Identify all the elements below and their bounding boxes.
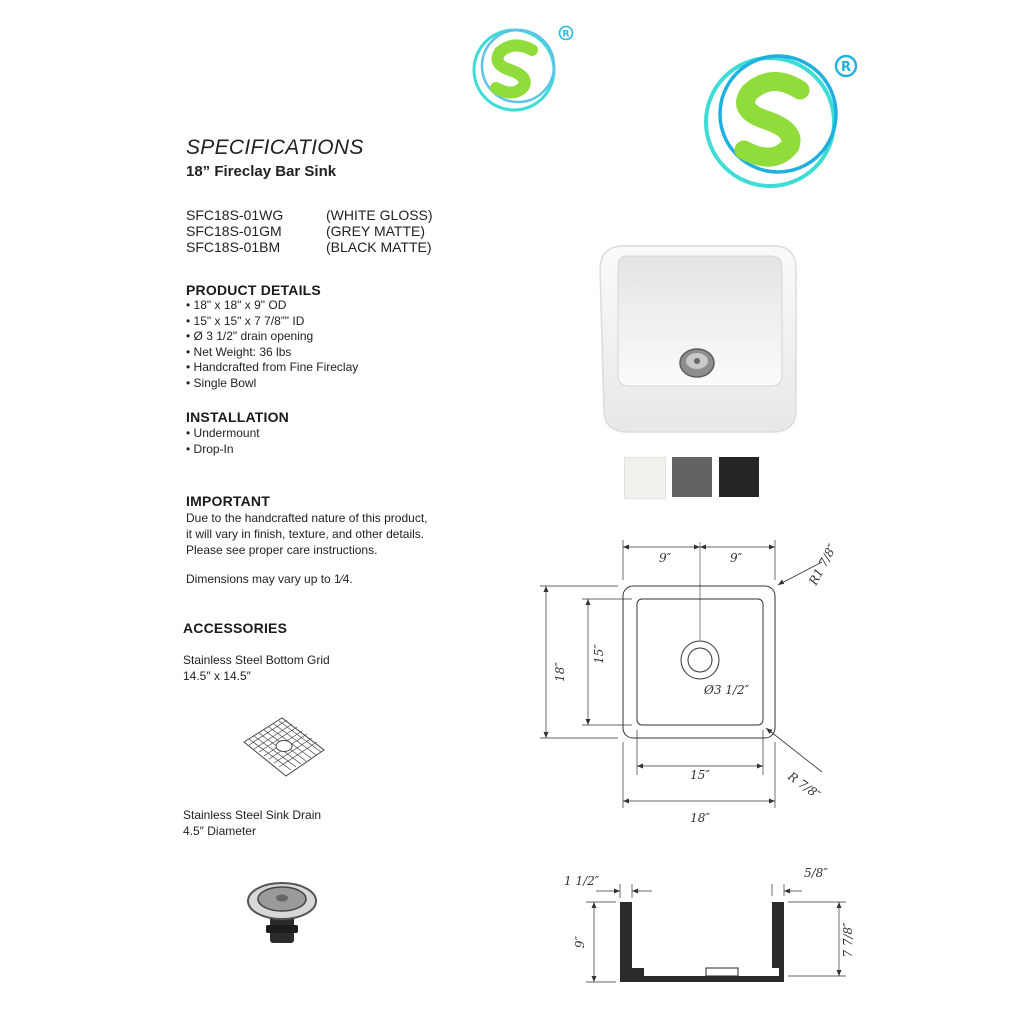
grid-drain-hole bbox=[276, 741, 292, 752]
drain-outline-outer bbox=[681, 641, 719, 679]
dim-label-half-left: 9″ bbox=[659, 551, 672, 565]
drain-nut bbox=[266, 925, 298, 933]
swatch-black-matte bbox=[719, 457, 759, 497]
drain-outline-inner bbox=[688, 648, 712, 672]
model-list bbox=[186, 207, 433, 255]
logo-s-mark bbox=[744, 81, 800, 157]
sink-section-profile bbox=[620, 902, 784, 982]
bottom-grid-size: 14.5″ x 14.5″ bbox=[183, 669, 251, 683]
bottom-grid-illustration bbox=[238, 712, 330, 782]
dim-label-inner-height: 15″ bbox=[592, 644, 606, 664]
top-view-drawing bbox=[530, 530, 850, 830]
sink-drain-size: 4.5″ Diameter bbox=[183, 824, 256, 838]
dim-label-height: 9″ bbox=[573, 935, 587, 949]
product-name: 18” Fireclay Bar Sink bbox=[186, 163, 337, 180]
registered-mark: R bbox=[840, 60, 852, 75]
important-line: it will vary in finish, texture, and other details. bbox=[186, 527, 425, 541]
dim-label-corner-top: R1 7/8″ bbox=[806, 541, 840, 588]
dim-label-wall: 5/8″ bbox=[804, 866, 828, 880]
installation-list bbox=[186, 426, 260, 457]
leader-corner-bottom bbox=[766, 728, 822, 772]
dimension-note: Dimensions may vary up to 1⁄4. bbox=[186, 572, 353, 586]
important-text bbox=[186, 510, 428, 558]
drain-opening-section bbox=[706, 968, 738, 976]
dim-label-depth: 7 7/8″ bbox=[841, 922, 855, 958]
model-code: SFC18S-01WG bbox=[186, 207, 284, 223]
drain-center bbox=[694, 358, 700, 364]
model-row bbox=[186, 239, 433, 255]
model-code: SFC18S-01BM bbox=[186, 239, 281, 255]
list-item: • 18" x 18" x 9" OD bbox=[186, 298, 358, 314]
list-item: • Net Weight: 36 lbs bbox=[186, 345, 358, 361]
list-item: • Single Bowl bbox=[186, 376, 358, 392]
model-finish: (WHITE GLOSS) bbox=[326, 207, 433, 223]
list-item: • Drop-In bbox=[186, 442, 260, 458]
dim-label-corner-bottom: R 7/8″ bbox=[785, 769, 824, 802]
dim-label-drain: Ø3 1/2″ bbox=[704, 683, 750, 697]
brand-logo-large bbox=[700, 48, 870, 193]
product-details-list bbox=[186, 298, 358, 391]
important-heading: IMPORTANT bbox=[186, 493, 270, 509]
accessories-heading: ACCESSORIES bbox=[183, 620, 288, 636]
logo-s-mark bbox=[496, 45, 532, 92]
dim-label-outer-height: 18″ bbox=[553, 662, 567, 682]
installation-heading: INSTALLATION bbox=[186, 409, 289, 425]
brand-logo-small bbox=[470, 24, 580, 114]
swatch-white-gloss bbox=[624, 457, 666, 499]
model-finish: (BLACK MATTE) bbox=[326, 239, 432, 255]
bottom-grid-name: Stainless Steel Bottom Grid bbox=[183, 653, 330, 667]
registered-mark: R bbox=[562, 29, 570, 40]
dim-label-rim-width: 1 1/2″ bbox=[564, 874, 600, 888]
product-details-heading: PRODUCT DETAILS bbox=[186, 282, 321, 298]
model-finish: (GREY MATTE) bbox=[326, 223, 426, 239]
model-row bbox=[186, 223, 433, 239]
sink-drain-illustration bbox=[244, 877, 320, 947]
list-item: • 15" x 15" x 7 7/8”" ID bbox=[186, 314, 358, 330]
sink-drain-name: Stainless Steel Sink Drain bbox=[183, 808, 322, 822]
outer-rim-outline bbox=[623, 586, 775, 738]
list-item: • Ø 3 1/2" drain opening bbox=[186, 329, 358, 345]
important-line: Please see proper care instructions. bbox=[186, 543, 378, 557]
sink-product-photo bbox=[594, 240, 806, 440]
model-row bbox=[186, 207, 433, 223]
side-view-drawing bbox=[556, 864, 856, 994]
swatch-grey-matte bbox=[672, 457, 712, 497]
dim-label-half-right: 9″ bbox=[730, 551, 743, 565]
important-line: Due to the handcrafted nature of this product, bbox=[186, 511, 428, 525]
dim-label-inner-width: 15″ bbox=[690, 768, 710, 782]
model-code: SFC18S-01GM bbox=[186, 223, 282, 239]
list-item: • Handcrafted from Fine Fireclay bbox=[186, 360, 358, 376]
page-title: SPECIFICATIONS bbox=[186, 136, 364, 159]
list-item: • Undermount bbox=[186, 426, 260, 442]
dim-label-outer-width: 18″ bbox=[690, 811, 710, 825]
drain-post bbox=[276, 895, 288, 902]
